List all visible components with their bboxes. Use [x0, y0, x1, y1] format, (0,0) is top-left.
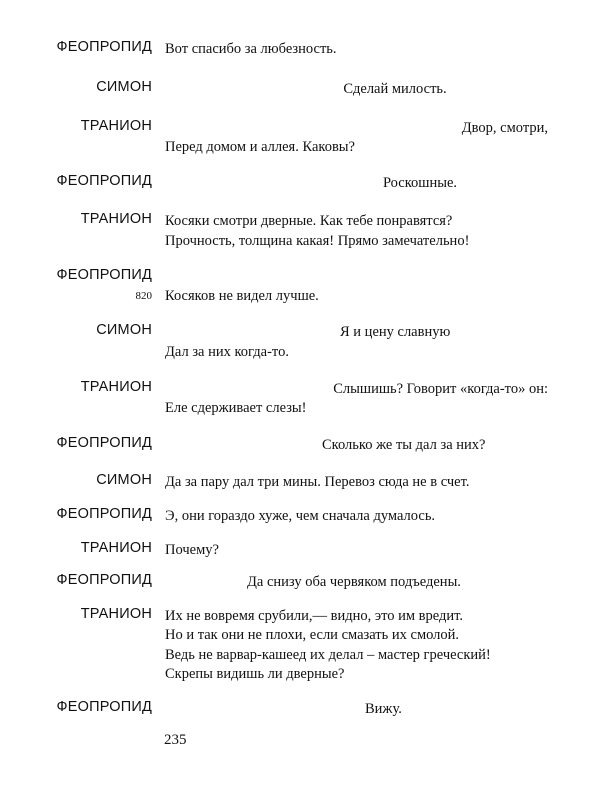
dialogue-line: Еле сдерживает слезы! [165, 400, 307, 416]
dialogue-line: Косяки смотри дверные. Как тебе понравятся? [165, 213, 453, 229]
speaker-name: СИМОН [96, 322, 152, 338]
dialogue-line: Ведь не варвар-кашеед их делал – мастер греческий! [165, 647, 491, 663]
speaker-name: ФЕОПРОПИД [56, 173, 152, 189]
speaker-name: ФЕОПРОПИД [56, 435, 152, 451]
dialogue-line: Сколько же ты дал за них? [322, 437, 486, 453]
dialogue-line: Вижу. [365, 701, 402, 717]
speaker-name: ФЕОПРОПИД [56, 39, 152, 55]
dialogue-line: Роскошные. [382, 175, 458, 191]
speaker-name: ФЕОПРОПИД [56, 699, 152, 715]
dialogue-line: Почему? [165, 542, 219, 558]
speaker-name: ТРАНИОН [80, 540, 152, 556]
speaker-name: ФЕОПРОПИД [56, 267, 152, 283]
speaker-name: СИМОН [96, 79, 152, 95]
line-number: 820 [135, 290, 152, 302]
dialogue-line: Но и так они не плохи, если смазать их смолой. [165, 627, 460, 643]
speaker-name: СИМОН [96, 472, 152, 488]
dialogue-line: Сделай милость. [343, 81, 447, 97]
dialogue-line: Перед домом и аллея. Каковы? [165, 139, 355, 155]
dialogue-line: Дал за них когда-то. [165, 344, 289, 360]
speaker-name: ФЕОПРОПИД [56, 572, 152, 588]
dialogue-line: Э, они гораздо хуже, чем сначала думалось. [165, 508, 436, 524]
speaker-name: ТРАНИОН [80, 118, 152, 134]
dialogue-line: Да за пару дал три мины. Перевоз сюда не в счет. [165, 474, 470, 490]
dialogue-line: Косяков не видел лучше. [165, 288, 319, 304]
dialogue-line: Их не вовремя срубили,— видно, это им вредит. [165, 608, 464, 624]
dialogue-line: Двор, смотри, [461, 120, 548, 136]
speaker-name: ФЕОПРОПИД [56, 506, 152, 522]
dialogue-line: Слышишь? Говорит «когда-то» он: [333, 381, 548, 397]
speaker-name: ТРАНИОН [80, 606, 152, 622]
speaker-name: ТРАНИОН [80, 211, 152, 227]
dialogue-line: Да снизу оба червяком подъедены. [247, 574, 461, 590]
speaker-name: ТРАНИОН [80, 379, 152, 395]
page-number: 235 [164, 732, 187, 748]
dialogue-line: Я и цену славную [340, 324, 451, 340]
dialogue-line: Прочность, толщина какая! Прямо замечательно! [165, 233, 470, 249]
dialogue-line: Скрепы видишь ли дверные? [165, 666, 345, 682]
dialogue-line: Вот спасибо за любезность. [165, 41, 337, 57]
